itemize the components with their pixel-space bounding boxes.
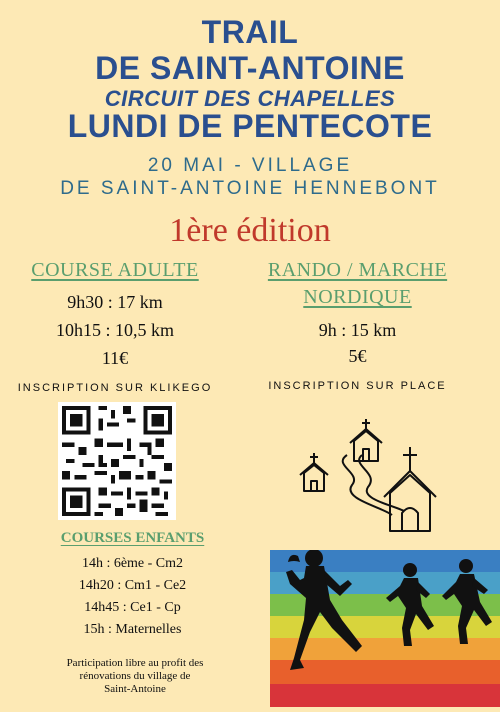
rando-price: 5€ xyxy=(348,346,367,366)
runners-silhouette-icon xyxy=(270,550,500,707)
course-adulte-inscription: INSCRIPTION SUR KLIKEGO xyxy=(17,382,213,394)
footer-line-1: Participation libre au profit des xyxy=(66,657,204,669)
course-adulte-row-2: 10h15 : 10,5 km xyxy=(55,320,174,340)
footer-line-2: rénovations du village de xyxy=(79,670,191,682)
rando-row-1: 9h : 15 km xyxy=(318,320,397,340)
qr-code-icon[interactable] xyxy=(58,402,176,520)
course-adulte-row-1: 9h30 : 17 km xyxy=(67,292,163,312)
courses-enfants-row-2: 14h20 : Cm1 - Ce2 xyxy=(78,578,187,593)
date-line-1: 20 MAI - VILLAGE xyxy=(147,155,353,176)
rando-inscription: INSCRIPTION SUR PLACE xyxy=(268,380,447,392)
course-adulte-price: 11€ xyxy=(101,348,129,368)
chapels-path-icon xyxy=(292,415,452,535)
footer-note xyxy=(45,657,225,696)
course-adulte-title: COURSE ADULTE xyxy=(31,259,199,281)
title-line-4: LUNDI DE PENTECOTE xyxy=(67,108,433,144)
courses-enfants-row-1: 14h : 6ème - Cm2 xyxy=(81,556,184,571)
footer-line-3: Saint-Antoine xyxy=(104,683,166,695)
courses-enfants-row-3: 14h45 : Ce1 - Cp xyxy=(84,600,181,615)
edition-label: 1ère édition xyxy=(169,212,331,249)
date-line-2: DE SAINT-ANTOINE HENNEBONT xyxy=(60,178,440,199)
courses-enfants-title: COURSES ENFANTS xyxy=(60,530,205,546)
title-line-2: DE SAINT-ANTOINE xyxy=(95,50,405,86)
rando-title-line-1: RANDO / MARCHE xyxy=(267,259,448,281)
courses-enfants-row-4: 15h : Maternelles xyxy=(83,622,182,637)
title-line-1: TRAIL xyxy=(201,14,299,50)
rando-title-line-2: NORDIQUE xyxy=(303,286,412,308)
title-subtitle: CIRCUIT DES CHAPELLES xyxy=(104,86,396,111)
